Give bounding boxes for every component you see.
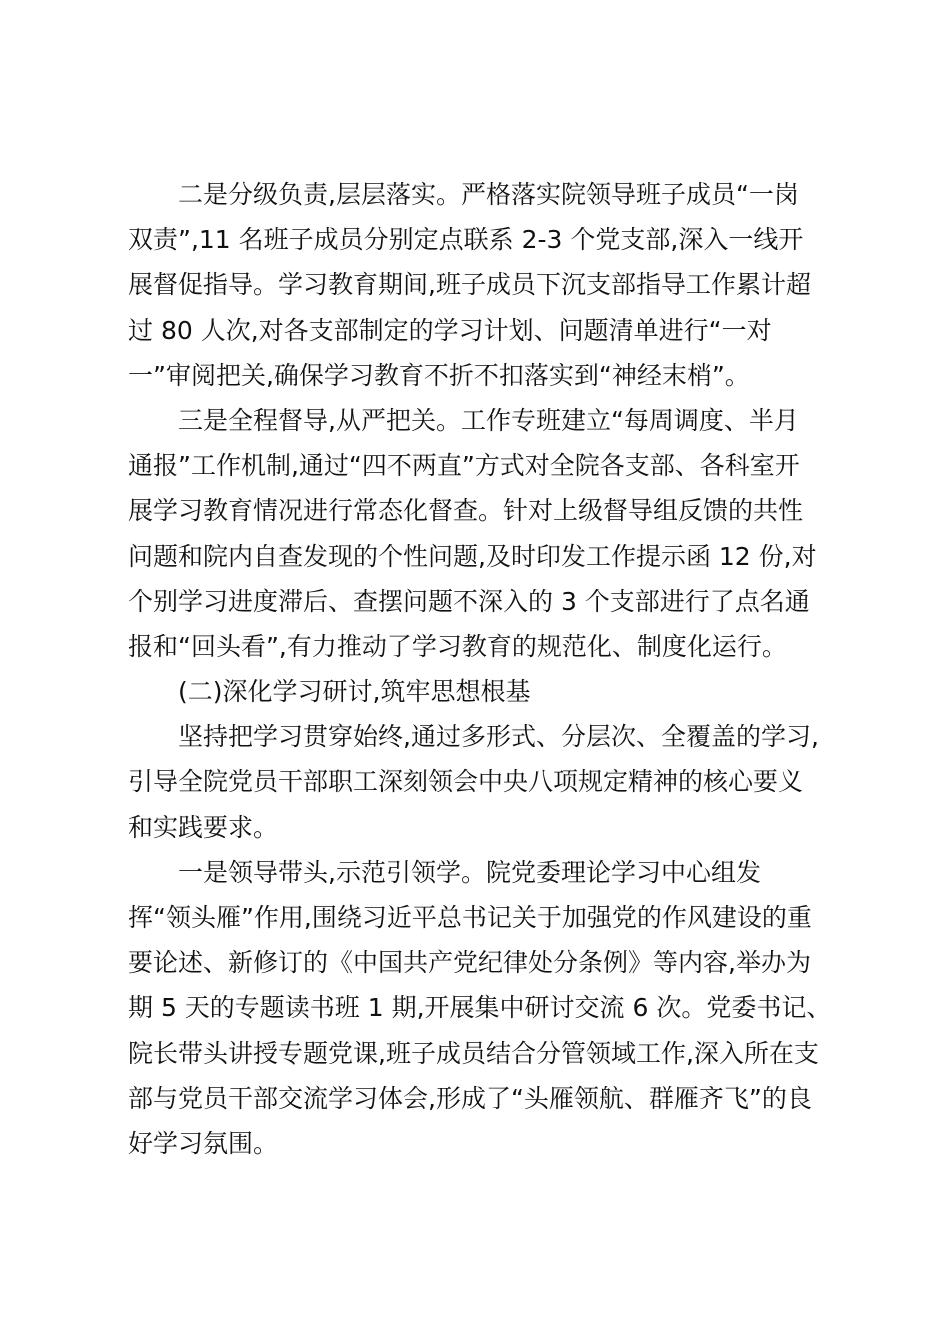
text-line: 展学习教育情况进行常态化督查。针对上级督导组反馈的共性 [128,496,804,526]
text-line: 要论述、新修订的《中国共产党纪律处分条例》等内容,举办为 [128,948,811,978]
section-heading: (二)深化学习研讨,筑牢思想根基 [178,677,531,707]
document-body [128,172,836,1166]
text-line: 一”审阅把关,确保学习教育不折不扣落实到“神经末梢”。 [128,360,750,390]
text-line: 双责”,11 名班子成员分别定点联系 2-3 个党支部,深入一线开 [128,225,804,255]
text-line: 展督促指导。学习教育期间,班子成员下沉支部指导工作累计超 [128,270,811,300]
text-line: 过 80 人次,对各支部制定的学习计划、问题清单进行“一对 [128,315,772,345]
text-line: 坚持把学习贯穿始终,通过多形式、分层次、全覆盖的学习, [178,722,819,752]
text-line: 一是领导带头,示范引领学。院党委理论学习中心组发 [178,857,761,887]
text-line: 个别学习进度滞后、查摆问题不深入的 3 个支部进行了点名通 [128,586,810,616]
text-line: 通报”工作机制,通过“四不两直”方式对全院各支部、各科室开 [128,451,800,481]
text-line: 部与党员干部交流学习体会,形成了“头雁领航、群雁齐飞”的良 [128,1083,812,1113]
text-line: 期 5 天的专题读书班 1 期,开展集中研讨交流 6 次。党委书记、 [128,993,832,1023]
text-line: 三是全程督导,从严把关。工作专班建立“每周调度、半月 [178,405,799,435]
text-line: 引导全院党员干部职工深刻领会中央八项规定精神的核心要义 [128,767,804,797]
text-line: 好学习氛围。 [128,1128,279,1158]
text-line: 挥“领头雁”作用,围绕习近平总书记关于加强党的作风建设的重 [128,903,812,932]
text-line: 二是分级负责,层层落实。严格落实院领导班子成员“一岗 [178,180,799,209]
text-line: 和实践要求。 [128,812,279,842]
text-line: 院长带头讲授专题党课,班子成员结合分管领域工作,深入所在支 [128,1038,819,1068]
text-line: 报和“回头看”,有力推动了学习教育的规范化、制度化运行。 [128,631,787,661]
text-line: 问题和院内自查发现的个性问题,及时印发工作提示函 12 份,对 [128,541,817,571]
